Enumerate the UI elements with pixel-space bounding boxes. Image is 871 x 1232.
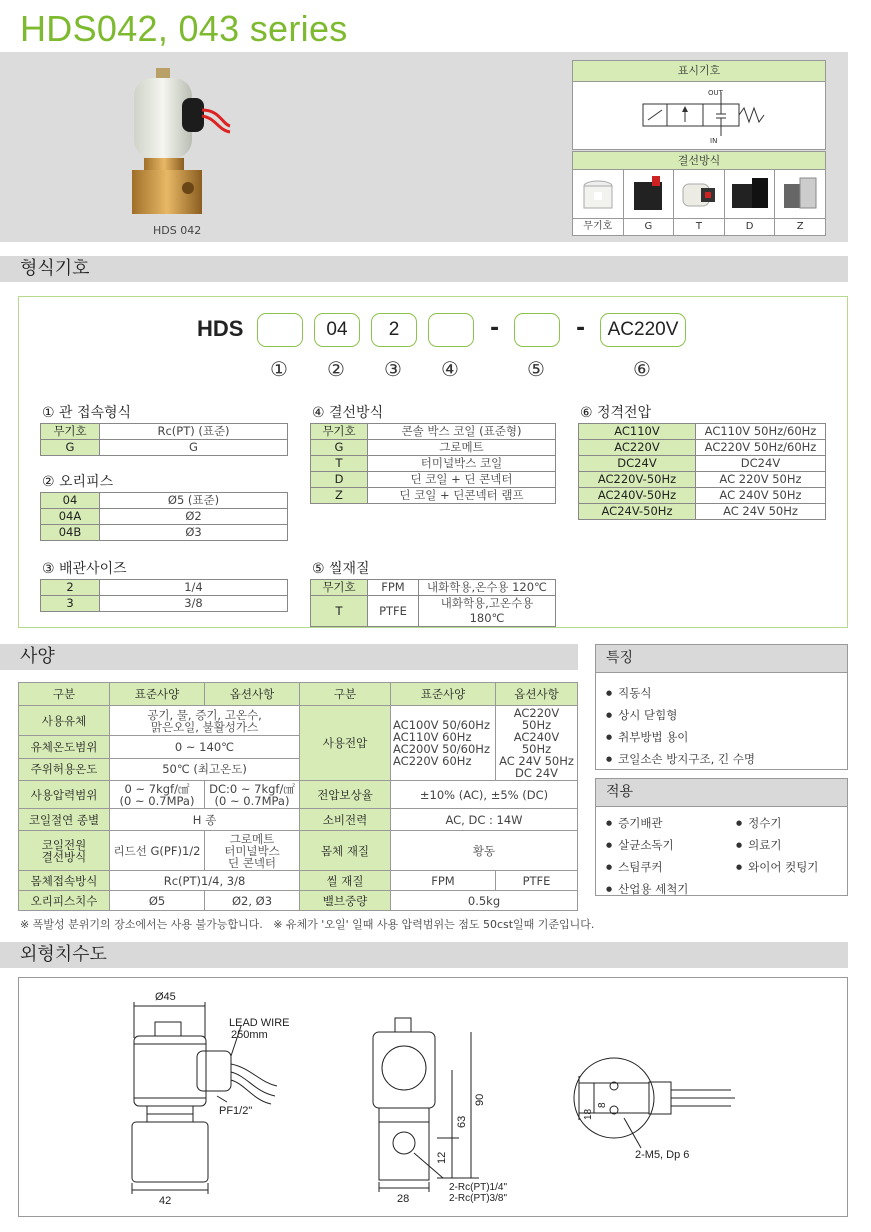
list-item: ● 취부방법 용이 <box>606 729 847 745</box>
pipe-connection-table <box>40 423 288 456</box>
table-row: G G <box>41 440 288 456</box>
dim-8: 8 <box>597 1102 608 1108</box>
model-slot-3: 2 <box>371 313 417 347</box>
model-dash: - <box>490 316 500 341</box>
model-slot-4 <box>428 313 474 347</box>
list-item: ● 산업용 세척기 <box>606 881 726 897</box>
dim-height-12: 12 <box>436 1151 448 1164</box>
table-row: 유체온도범위 0 ~ 140℃ <box>19 736 578 758</box>
dim-port-2: 2-Rc(PT)3/8" <box>449 1193 508 1204</box>
din-lamp-connector-icon <box>780 174 820 214</box>
dim-height-90: 90 <box>474 1093 486 1106</box>
table-row: 사용압력범위 0 ~ 7kgf/㎠ (0 ~ 0.7MPa) DC:0 ~ 7kgf/㎠ (0 ~ 0.7MPa) 전압보상율 ±10% (AC), ±5% (DC) <box>19 781 578 809</box>
model-prefix: HDS <box>197 316 244 341</box>
list-item: ● 증기배관 <box>606 815 726 831</box>
model-dash: - <box>576 316 586 341</box>
table-row: 사용유체 공기, 물, 증기, 고온수, 맑은오일, 불활성가스 사용전압 AC100V 50/60Hz AC110V 60Hz AC200V 50/60Hz AC220V 60Hz AC220V 50Hz AC240V 50Hz AC 24V 50Hz DC 24V <box>19 706 578 736</box>
table-row: G 그로메트 <box>311 440 556 456</box>
dimension-drawing <box>19 978 847 1216</box>
table-row: 주위허용온도 50℃ (최고온도) <box>19 758 578 780</box>
table-row: 3 3/8 <box>41 596 288 612</box>
table-row: Z 딘 코일 + 딘콘넥터 램프 <box>311 488 556 504</box>
dim-18: 18 <box>583 1108 594 1120</box>
table-row: AC220V-50Hz AC 220V 50Hz <box>579 472 826 488</box>
list-item: ● 직동식 <box>606 685 847 701</box>
spec-table <box>18 682 578 911</box>
features-header: 특징 <box>596 645 847 673</box>
table-row: T 터미널박스 코일 <box>311 456 556 472</box>
applications-header: 적용 <box>596 779 847 807</box>
terminal-box-icon <box>679 174 719 214</box>
dim-lead-length: 250mm <box>231 1029 268 1041</box>
list-item: ● 와이어 컷팅기 <box>736 859 818 875</box>
pipe-connection-heading: ① 관 접속형식 <box>42 405 132 421</box>
dim-diameter: Ø45 <box>155 991 176 1003</box>
orifice-heading: ② 오리피스 <box>42 474 114 490</box>
table-row: AC24V-50Hz AC 24V 50Hz <box>579 504 826 520</box>
table-row: 04 Ø5 (표준) <box>41 493 288 509</box>
table-row: DC24V DC24V <box>579 456 826 472</box>
dim-m5: 2-M5, Dp 6 <box>635 1149 690 1161</box>
table-row: 무기호 FPM 내화학용,온수용 120℃ <box>311 580 556 596</box>
in-label: IN <box>710 137 718 145</box>
model-slot-6: AC220V <box>600 313 686 347</box>
dimension-drawing-box <box>18 977 848 1217</box>
slot-number: ④ <box>441 357 459 381</box>
table-row: 구분 표준사양 옵션사항 구분 표준사양 옵션사항 <box>19 683 578 706</box>
section-spec: 사양 <box>0 644 578 670</box>
grommet-coil-icon <box>628 174 668 214</box>
connection-option: T <box>674 170 725 235</box>
table-row: 2 1/4 <box>41 580 288 596</box>
table-row: 몸체접속방식 Rc(PT)1/4, 3/8 씰 재질 FPM PTFE <box>19 871 578 891</box>
dim-lead-wire: LEAD WIRE <box>229 1017 290 1029</box>
seal-heading: ⑤ 씰재질 <box>312 561 370 577</box>
applications-box <box>595 778 848 896</box>
slot-number: ② <box>327 357 345 381</box>
table-row: 오리피스치수 Ø5 Ø2, Ø3 밸브중량 0.5kg <box>19 891 578 911</box>
table-row: D 딘 코일 + 딘 콘넥터 <box>311 472 556 488</box>
dim-pf: PF1/2" <box>219 1105 253 1117</box>
voltage-table <box>578 423 826 520</box>
list-item: ● 의료기 <box>736 837 818 853</box>
list-item: ● 상시 닫힘형 <box>606 707 847 723</box>
slot-number: ① <box>270 357 288 381</box>
model-slot-2: 04 <box>314 313 360 347</box>
table-row: 04A Ø2 <box>41 509 288 525</box>
photo-caption: HDS 042 <box>153 224 202 237</box>
features-box <box>595 644 848 770</box>
table-row: AC240V-50Hz AC 240V 50Hz <box>579 488 826 504</box>
voltage-heading: ⑥ 정격전압 <box>580 405 652 421</box>
valve-symbol <box>572 82 826 150</box>
connection-option: G <box>624 170 675 235</box>
connection-option: D <box>725 170 776 235</box>
section-model-code: 형식기호 <box>0 256 848 282</box>
connection-option: 무기호 <box>573 170 624 235</box>
dim-width-42: 42 <box>159 1195 172 1207</box>
seal-table <box>310 579 556 627</box>
dim-port-1: 2-Rc(PT)1/4" <box>449 1182 508 1193</box>
list-item: ● 스팀쿠커 <box>606 859 726 875</box>
table-row: 04B Ø3 <box>41 525 288 541</box>
slot-number: ⑤ <box>527 357 545 381</box>
dim-width-28: 28 <box>397 1193 410 1205</box>
page-title: HDS042, 043 series <box>20 8 348 49</box>
table-row: 코일절연 종별 H 종 소비전력 AC, DC : 14W <box>19 809 578 831</box>
connection-option: Z <box>775 170 825 235</box>
footnote: ※ 폭발성 분위기의 장소에서는 사용 불가능합니다. ※ 유체가 '오일' 일때 사용 압력범위는 점도 50cst일때 기준입니다. <box>20 918 595 931</box>
table-row: 무기호 콘솔 박스 코일 (표준형) <box>311 424 556 440</box>
list-item: ● 코일소손 방지구조, 긴 수명 <box>606 751 847 767</box>
table-row: T PTFE 내화학용,고온수용 180℃ <box>311 596 556 627</box>
wiring-table <box>310 423 556 504</box>
model-slot-1 <box>257 313 303 347</box>
out-label: OUT <box>708 89 723 97</box>
table-row: AC110V AC110V 50Hz/60Hz <box>579 424 826 440</box>
connection-types <box>572 170 826 236</box>
table-row: 코일전원 결선방식 리드선 G(PF)1/2 그로메트 터미널박스 딘 콘넥터 몸체 재질 황동 <box>19 831 578 871</box>
list-item: ● 정수기 <box>736 815 818 831</box>
table-row: AC220V AC220V 50Hz/60Hz <box>579 440 826 456</box>
pipe-size-table <box>40 579 288 612</box>
model-slot-5 <box>514 313 560 347</box>
valve-photo <box>112 66 232 216</box>
list-item: ● 살균소독기 <box>606 837 726 853</box>
orifice-table <box>40 492 288 541</box>
coil-plain-icon <box>578 174 618 214</box>
table-row: 무기호 Rc(PT) (표준) <box>41 424 288 440</box>
slot-number: ⑥ <box>633 357 651 381</box>
dim-height-63: 63 <box>456 1115 468 1128</box>
slot-number: ③ <box>384 357 402 381</box>
connection-header: 결선방식 <box>572 151 826 170</box>
din-connector-icon <box>730 174 770 214</box>
pipe-size-heading: ③ 배관사이즈 <box>42 561 127 577</box>
wiring-heading: ④ 결선방식 <box>312 405 384 421</box>
symbol-header: 표시기호 <box>572 60 826 82</box>
section-dimensions: 외형치수도 <box>0 942 848 968</box>
